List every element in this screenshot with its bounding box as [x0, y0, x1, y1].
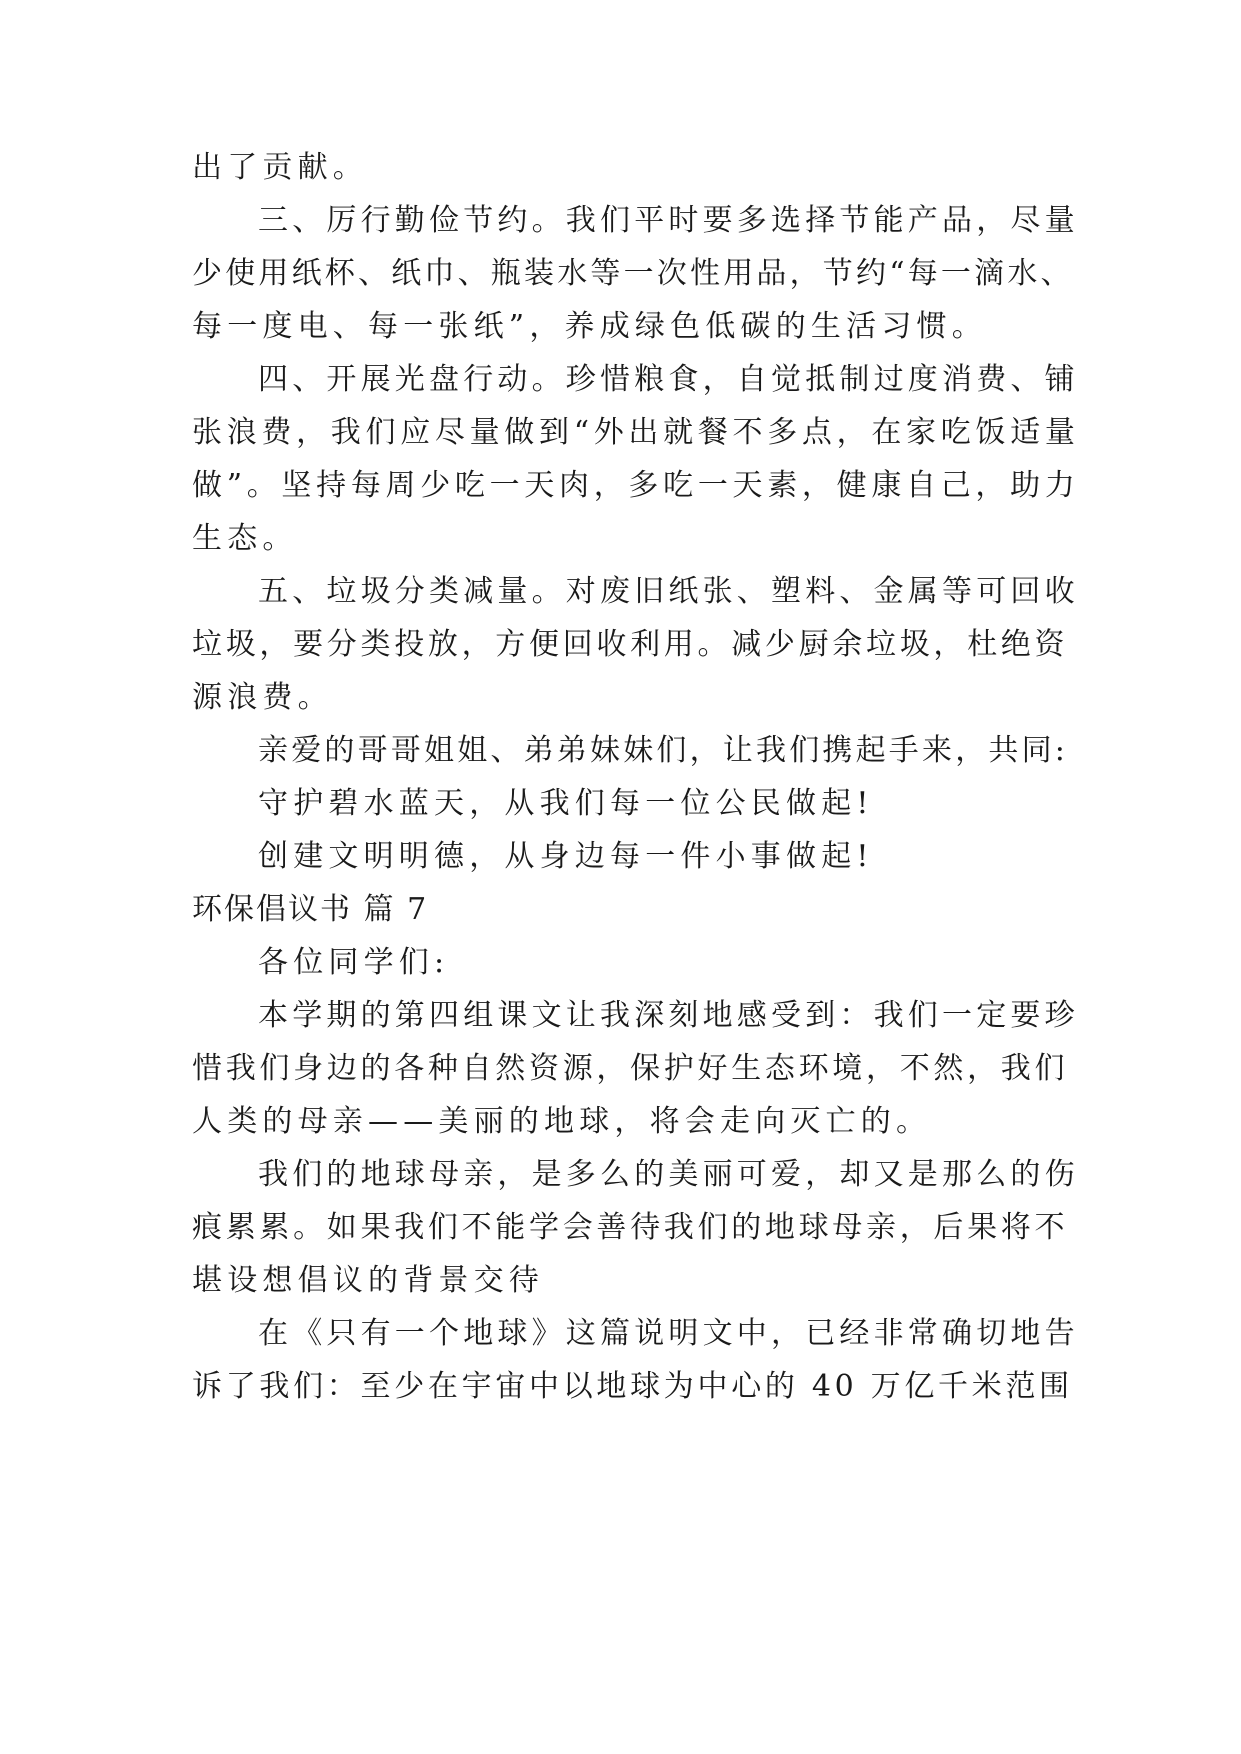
text-line: 诉了我们：至少在宇宙中以地球为中心的 40 万亿千米范围: [192, 1369, 1073, 1404]
text-line: 张浪费，我们应尽量做到“外出就餐不多点，在家吃饭适量: [192, 415, 1080, 450]
paragraph-first-line: 五、垃圾分类减量。对废旧纸张、塑料、金属等可回收: [258, 574, 1079, 609]
paragraph-first-line: 亲爱的哥哥姐姐、弟弟妹妹们，让我们携起手来，共同:: [258, 733, 1069, 768]
text-line: 垃圾，要分类投放，方便回收利用。减少厨余垃圾，杜绝资: [192, 627, 1069, 662]
paragraph-first-line: 本学期的第四组课文让我深刻地感受到：我们一定要珍: [258, 998, 1079, 1033]
paragraph-first-line: 四、开展光盘行动。珍惜粮食，自觉抵制过度消费、铺: [258, 362, 1079, 397]
text-line: 堪设想倡议的背景交待: [192, 1263, 544, 1298]
text-line: 生态。: [192, 521, 298, 556]
text-line: 每一度电、每一张纸”，养成绿色低碳的生活习惯。: [192, 309, 987, 344]
text-line: 惜我们身边的各种自然资源，保护好生态环境，不然，我们: [192, 1051, 1069, 1086]
paragraph-first-line: 在《只有一个地球》这篇说明文中，已经非常确切地告: [258, 1316, 1079, 1351]
paragraph-first-line: 守护碧水蓝天，从我们每一位公民做起!: [258, 786, 874, 821]
text-line: 人类的母亲——美丽的地球，将会走向灭亡的。: [192, 1104, 932, 1139]
text-line: 做”。坚持每周少吃一天肉，多吃一天素，健康自己，助力: [192, 468, 1080, 503]
paragraph-first-line: 三、厉行勤俭节约。我们平时要多选择节能产品，尽量: [258, 203, 1079, 238]
text-line: 痕累累。如果我们不能学会善待我们的地球母亲，后果将不: [192, 1210, 1069, 1245]
text-line: 源浪费。: [192, 680, 333, 715]
section-heading: 环保倡议书 篇 7: [192, 892, 429, 927]
text-line: 少使用纸杯、纸巾、瓶装水等一次性用品，节约“每一滴水、: [192, 256, 1074, 291]
paragraph-first-line: 创建文明明德，从身边每一件小事做起!: [258, 839, 874, 874]
text-line: 出了贡献。: [192, 150, 368, 185]
paragraph-first-line: 我们的地球母亲，是多么的美丽可爱，却又是那么的伤: [258, 1157, 1079, 1192]
salutation: 各位同学们:: [258, 945, 450, 980]
